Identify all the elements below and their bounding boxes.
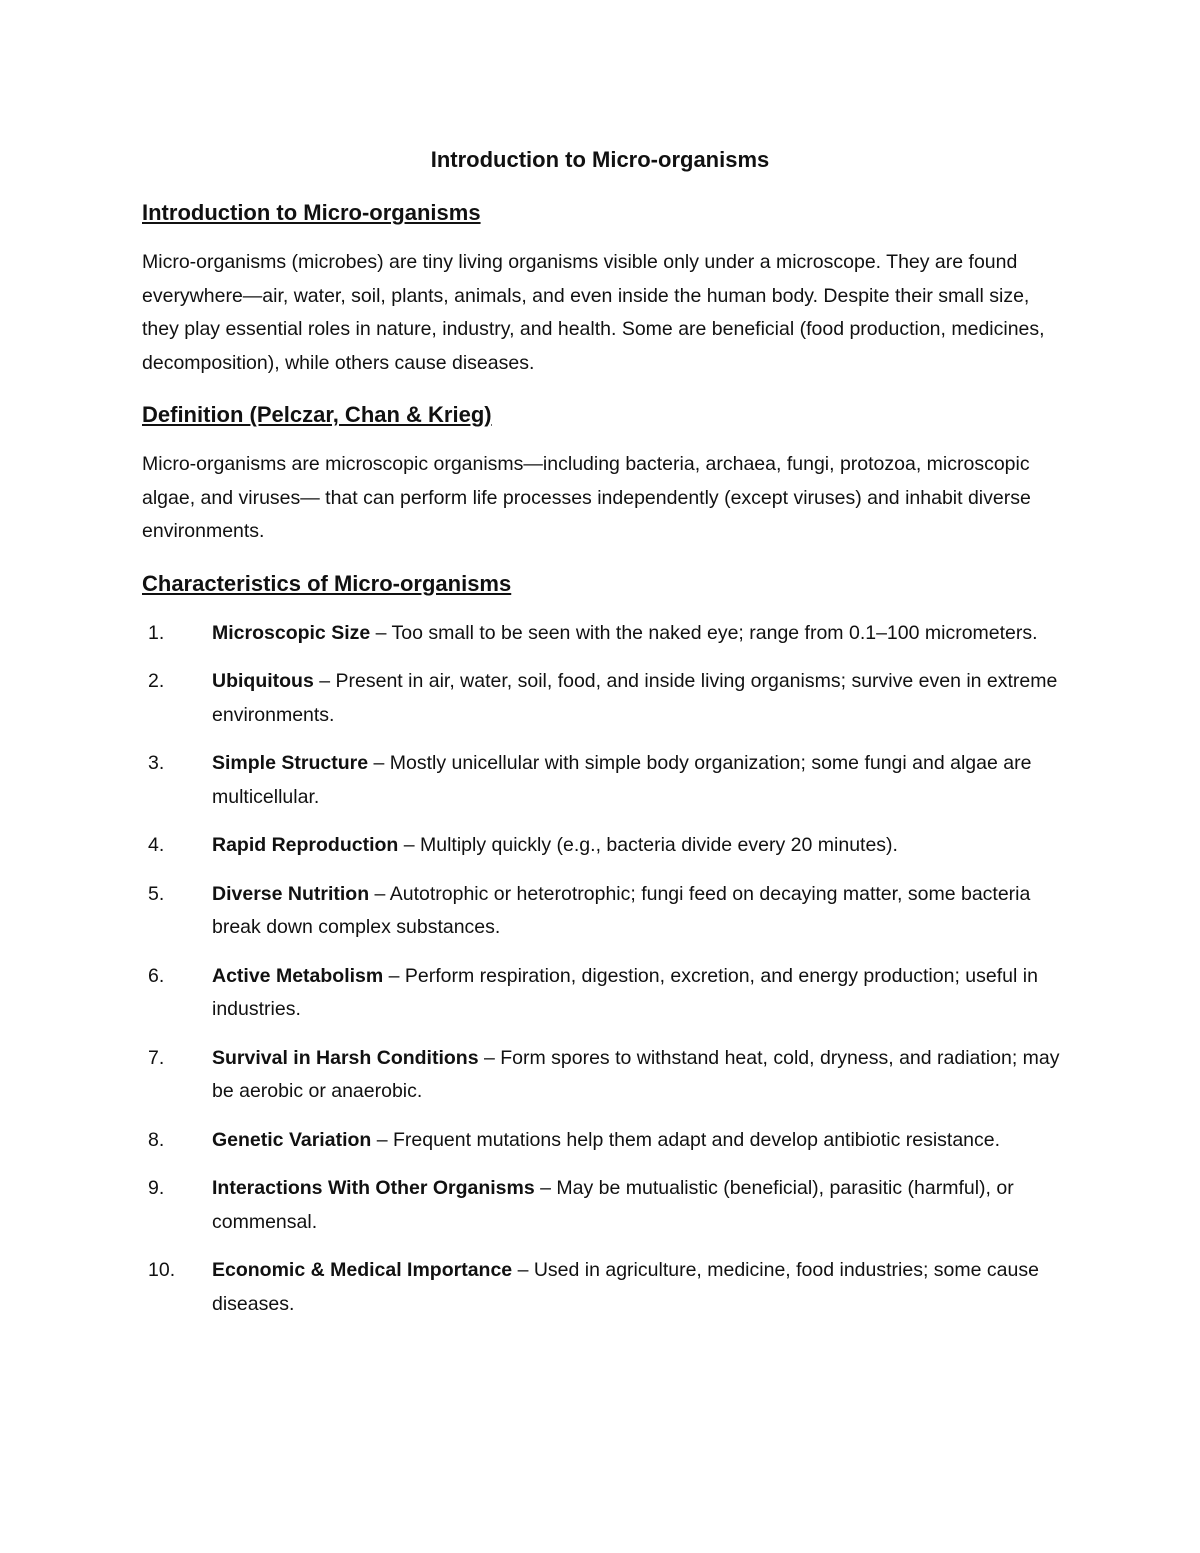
characteristic-description: – May be mutualistic (beneficial), parasitic (harmful), or commensal. <box>212 1177 1014 1233</box>
characteristic-item <box>142 747 1062 814</box>
characteristic-term: Interactions With Other Organisms <box>212 1177 535 1199</box>
list-number: 9. <box>148 1177 165 1199</box>
characteristic-term: Active Metabolism <box>212 964 384 987</box>
section-heading-characteristics: Characteristics of Micro-organisms <box>142 570 512 596</box>
definition-paragraph: Micro-organisms are microscopic organisms—including bacteria, archaea, fungi, protozoa, microscopic algae, and viruses— that can perform life processes independently (except viruses) and inhabit diverse environments. <box>142 453 1031 542</box>
characteristic-term: Simple Structure <box>212 752 369 774</box>
document-body <box>142 196 1062 1336</box>
characteristic-description: – Too small to be seen with the naked eye; range from 0.1–100 micrometers. <box>370 621 1038 644</box>
list-number: 4. <box>148 834 165 856</box>
characteristic-item <box>142 617 1062 651</box>
section-heading-definition: Definition (Pelczar, Chan & Krieg) <box>142 402 492 427</box>
characteristic-item <box>142 1042 1062 1109</box>
document-title: Introduction to Micro-organisms <box>430 147 770 172</box>
characteristic-item <box>142 1124 1062 1158</box>
list-number: 5. <box>148 882 165 905</box>
characteristic-description: – Mostly unicellular with simple body organization; some fungi and algae are multicellular. <box>212 752 1032 808</box>
section-definition <box>142 398 1062 549</box>
introduction-paragraph: Micro-organisms (microbes) are tiny living organisms visible only under a microscope. They are found everywhere—air, water, soil, plants, animals, and even inside the human body. Despite their small size, they play essential roles in nature, industry, and health. Some are beneficial (food production, medicines, decomposition), while others cause diseases. <box>142 251 1045 374</box>
characteristic-term: Microscopic Size <box>212 621 371 644</box>
characteristic-term: Genetic Variation <box>212 1128 372 1151</box>
characteristic-term: Diverse Nutrition <box>212 882 370 905</box>
section-introduction <box>142 196 1062 380</box>
characteristic-description: – Autotrophic or heterotrophic; fungi feed on decaying matter, some bacteria break down complex substances. <box>212 882 1031 938</box>
characteristic-item <box>142 878 1062 945</box>
characteristic-item <box>142 960 1062 1027</box>
list-number: 3. <box>148 752 165 774</box>
list-number: 8. <box>148 1128 165 1151</box>
characteristic-description: – Multiply quickly (e.g., bacteria divide every 20 minutes). <box>398 834 898 856</box>
list-number: 10. <box>148 1259 176 1281</box>
section-heading-introduction: Introduction to Micro-organisms <box>142 200 481 225</box>
characteristic-item <box>142 829 1062 863</box>
characteristic-item <box>142 1254 1062 1321</box>
characteristic-item <box>142 665 1062 732</box>
characteristic-term: Economic & Medical Importance <box>212 1259 513 1281</box>
characteristic-description: – Frequent mutations help them adapt and develop antibiotic resistance. <box>371 1128 1001 1151</box>
characteristic-description: – Used in agriculture, medicine, food industries; some cause diseases. <box>212 1259 1039 1315</box>
list-number: 1. <box>148 621 165 644</box>
characteristic-item <box>142 1172 1062 1239</box>
characteristics-list <box>142 617 1062 1322</box>
list-number: 6. <box>148 964 165 987</box>
section-characteristics <box>142 567 1062 1322</box>
characteristic-description: – Form spores to withstand heat, cold, dryness, and radiation; may be aerobic or anaerobic. <box>212 1046 1060 1102</box>
characteristic-term: Ubiquitous <box>212 670 314 692</box>
characteristic-term: Survival in Harsh Conditions <box>212 1046 479 1069</box>
characteristic-term: Rapid Reproduction <box>212 834 399 856</box>
characteristic-description: – Perform respiration, digestion, excretion, and energy production; useful in industries. <box>212 964 1038 1020</box>
list-number: 7. <box>148 1046 165 1069</box>
list-number: 2. <box>148 670 165 692</box>
characteristic-description: – Present in air, water, soil, food, and inside living organisms; survive even in extreme environments. <box>212 670 1058 726</box>
